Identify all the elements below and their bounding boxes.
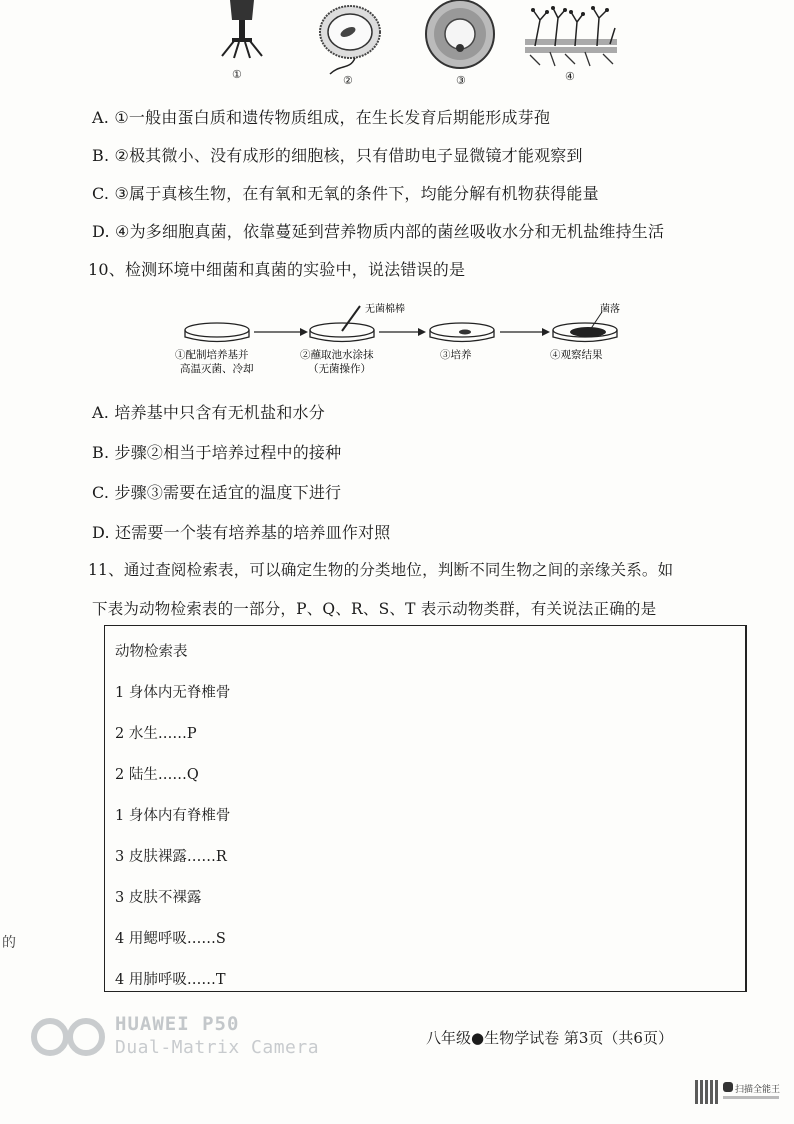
figure-label-1: ① xyxy=(232,68,242,81)
step-1-line1: ①配制培养基并 xyxy=(175,349,249,361)
q9-option-a: A. ①一般由蛋白质和遗传物质组成，在生长发育后期能形成芽孢 xyxy=(92,108,551,127)
margin-mark: 的 xyxy=(2,935,16,951)
table-row: 1 身体内有脊椎骨 xyxy=(115,808,231,824)
scanner-subtext-bar xyxy=(723,1096,779,1099)
step-2-line2: （无菌操作） xyxy=(308,363,371,375)
camera-rings-icon xyxy=(30,1015,110,1059)
step-4-line1: ④观察结果 xyxy=(550,349,603,361)
table-row: 4 用鳃呼吸……S xyxy=(115,931,226,947)
experiment-diagram-svg xyxy=(170,300,670,385)
table-row: 1 身体内无脊椎骨 xyxy=(115,685,231,701)
label-swab: 无菌棉棒 xyxy=(365,304,405,315)
figure-yeast xyxy=(420,0,500,70)
q9-option-b: B. ②极其微小、没有成形的细胞核，只有借助电子显微镜才能观察到 xyxy=(92,146,583,165)
figure-label-3: ③ xyxy=(456,74,466,87)
table-row: 2 陆生……Q xyxy=(115,767,199,783)
q10-option-b: B. 步骤②相当于培养过程中的接种 xyxy=(92,443,342,462)
animal-key-table xyxy=(104,625,747,992)
scanner-logo-icon xyxy=(723,1082,733,1092)
q9-option-c: C. ③属于真核生物，在有氧和无氧的条件下，均能分解有机物获得能量 xyxy=(92,184,599,203)
experiment-diagram xyxy=(170,300,670,385)
figure-mold xyxy=(525,0,617,70)
table-row: 3 皮肤不裸露 xyxy=(115,890,202,906)
camera-brand: HUAWEI P50 xyxy=(115,1013,240,1035)
table-row: 3 皮肤裸露……R xyxy=(115,849,227,865)
q11-stem-line2: 下表为动物检索表的一部分，P、Q、R、S、T 表示动物类群，有关说法正确的是 xyxy=(92,600,657,618)
camera-model: Dual-Matrix Camera xyxy=(115,1037,320,1058)
figure-bacterium xyxy=(310,0,390,80)
step-2-line1: ②蘸取池水涂抹 xyxy=(300,349,374,361)
step-1-line2: 高温灭菌、冷却 xyxy=(180,363,254,375)
q9-option-d: D. ④为多细胞真菌，依靠蔓延到营养物质内部的菌丝吸收水分和无机盐维持生活 xyxy=(92,222,665,241)
q11-stem-line1: 11、通过查阅检索表，可以确定生物的分类地位，判断不同生物之间的亲缘关系。如 xyxy=(88,561,674,579)
figure-label-2: ② xyxy=(343,74,353,87)
q10-option-d: D. 还需要一个装有培养基的培养皿作对照 xyxy=(92,523,391,542)
step-3-line1: ③培养 xyxy=(440,349,472,361)
figure-virus xyxy=(212,0,272,60)
table-title: 动物检索表 xyxy=(115,644,188,660)
q10-stem: 10、检测环境中细菌和真菌的实验中，说法错误的是 xyxy=(88,260,466,279)
qr-code-icon xyxy=(695,1080,719,1104)
scanner-name: 扫描全能王 xyxy=(735,1085,781,1095)
q10-option-a: A. 培养基中只含有无机盐和水分 xyxy=(92,403,325,422)
q10-option-c: C. 步骤③需要在适宜的温度下进行 xyxy=(92,483,342,502)
camera-watermark xyxy=(30,1010,360,1065)
page-footer: 八年级●生物学试卷 第3页（共6页） xyxy=(426,1029,673,1047)
label-colony: 菌落 xyxy=(600,304,620,315)
table-row: 2 水生……P xyxy=(115,726,197,742)
scanner-badge xyxy=(695,1080,790,1110)
figure-label-4: ④ xyxy=(565,70,575,83)
table-row: 4 用肺呼吸……T xyxy=(115,972,226,988)
